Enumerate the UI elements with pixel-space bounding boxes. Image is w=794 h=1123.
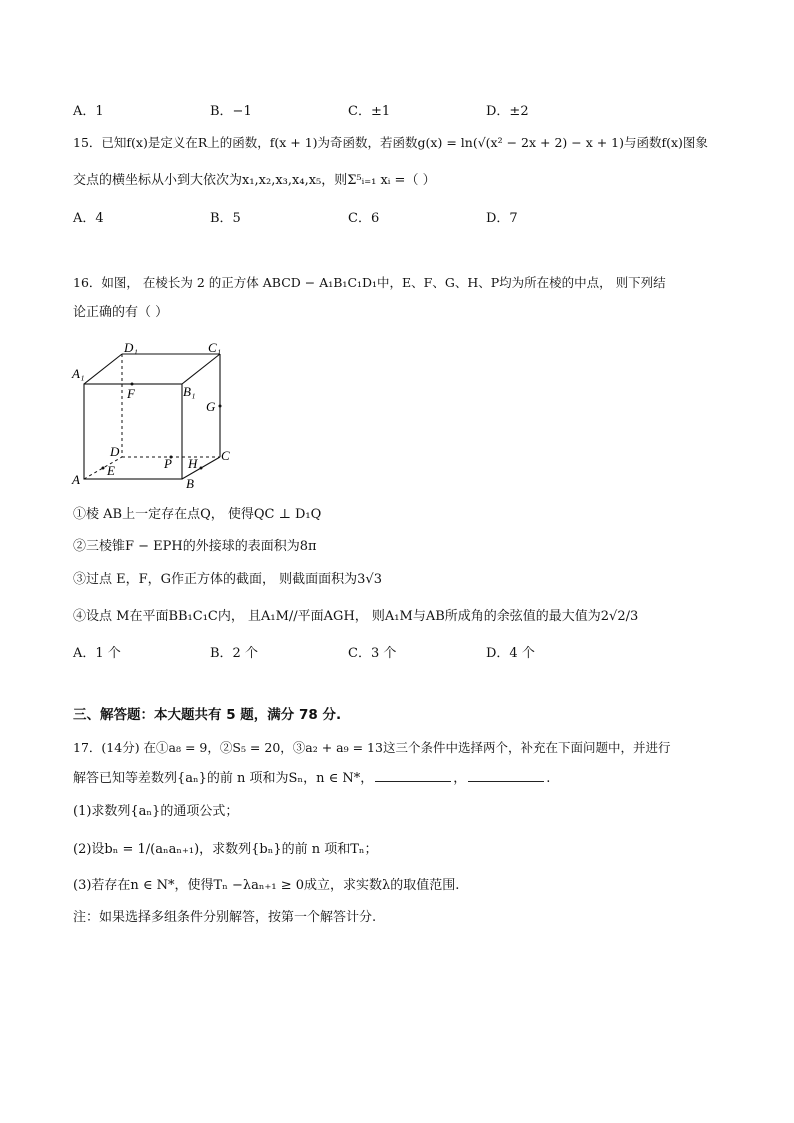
condition-blank-2[interactable] (468, 769, 544, 782)
label-d1: D₁ (124, 340, 138, 355)
label-h: H (188, 456, 198, 471)
q16-option-a: A．1 个 (73, 646, 121, 661)
label-c: C (221, 448, 230, 463)
label-b: B (186, 476, 194, 491)
q17-part-1: (1)求数列{aₙ}的通项公式； (73, 804, 239, 819)
q17-stem-text: 解答已知等差数列{aₙ}的前 n 项和为Sₙ，n ∈ N*， (73, 771, 374, 786)
label-a1: A₁ (72, 366, 85, 381)
cube-figure (70, 336, 240, 496)
q17-stem-line2 (73, 769, 550, 788)
q16-option-c: C．3 个 (348, 646, 397, 661)
q15-option-a: A．4 (73, 211, 104, 226)
q15-stem-line1: 15．已知f(x)是定义在R上的函数，f(x + 1)为奇函数，若函数g(x) = ln(√(x² − 2x + 2) − x + 1)与函数f(x)图象 (73, 135, 708, 150)
label-b1: B₁ (183, 384, 196, 399)
q17-note: 注：如果选择多组条件分别解答，按第一个解答计分. (73, 910, 377, 925)
q16-option-b: B．2 个 (210, 646, 258, 661)
point-g (219, 405, 222, 408)
q16-statement-3: ③过点 E，F，G作正方体的截面， 则截面面积为3√3 (73, 572, 382, 587)
label-f: F (127, 386, 135, 401)
condition-blank-1[interactable] (375, 769, 451, 782)
q14-option-a: A．1 (73, 104, 104, 119)
edge-a1d1 (84, 354, 122, 384)
q16-stem-line2: 论正确的有（ ） (73, 305, 169, 320)
q16-statement-2: ②三棱锥F − EPH的外接球的表面积为8π (73, 539, 317, 554)
q14-option-d: D．±2 (486, 104, 529, 119)
q15-option-c: C．6 (348, 211, 380, 226)
q17-part-2: (2)设bₙ = 1/(aₙaₙ₊₁)，求数列{bₙ}的前 n 项和Tₙ； (73, 842, 378, 857)
q16-option-d: D．4 个 (486, 646, 535, 661)
q15-stem-line2: 交点的横坐标从小到大依次为x₁,x₂,x₃,x₄,x₅，则Σ⁵ᵢ₌₁ xᵢ =（ ） (73, 173, 436, 188)
label-p: P (164, 456, 172, 471)
q16-statement-1: ①棱 AB上一定存在点Q， 使得QC ⊥ D₁Q (73, 507, 322, 522)
q17-blank-separator: ， (453, 771, 467, 786)
q17-stem-end: . (546, 771, 551, 786)
point-h (200, 467, 203, 470)
q16-stem-line1: 16．如图， 在棱长为 2 的正方体 ABCD − A₁B₁C₁D₁中，E、F、G、H、P均为所在棱的中点， 则下列结 (73, 275, 666, 290)
q15-option-b: B．5 (210, 211, 241, 226)
q17-part-3: (3)若存在n ∈ N*，使得Tₙ −λaₙ₊₁ ≥ 0成立，求实数λ的取值范围. (73, 878, 460, 893)
q15-option-d: D．7 (486, 211, 518, 226)
q16-statement-4: ④设点 M在平面BB₁C₁C内， 且A₁M//平面AGH， 则A₁M与AB所成角的余弦值的最大值为2√2/3 (73, 609, 639, 624)
label-d: D (110, 444, 120, 459)
label-a: A (72, 472, 80, 487)
label-e: E (107, 463, 115, 478)
edge-b1c1 (182, 354, 220, 384)
q17-stem-line1: 17．(14分) 在①a₈ = 9，②S₅ = 20，③a₂ + a₉ = 13这三个条件中选择两个，补充在下面问题中，并进行 (73, 740, 671, 755)
label-g: G (206, 399, 216, 414)
q14-option-c: C．±1 (348, 104, 391, 119)
q14-option-b: B．−1 (210, 104, 252, 119)
point-e (102, 467, 105, 470)
section3-heading: 三、解答题：本大题共有 5 题，满分 78 分. (73, 707, 342, 723)
label-c1: C₁ (208, 340, 222, 355)
